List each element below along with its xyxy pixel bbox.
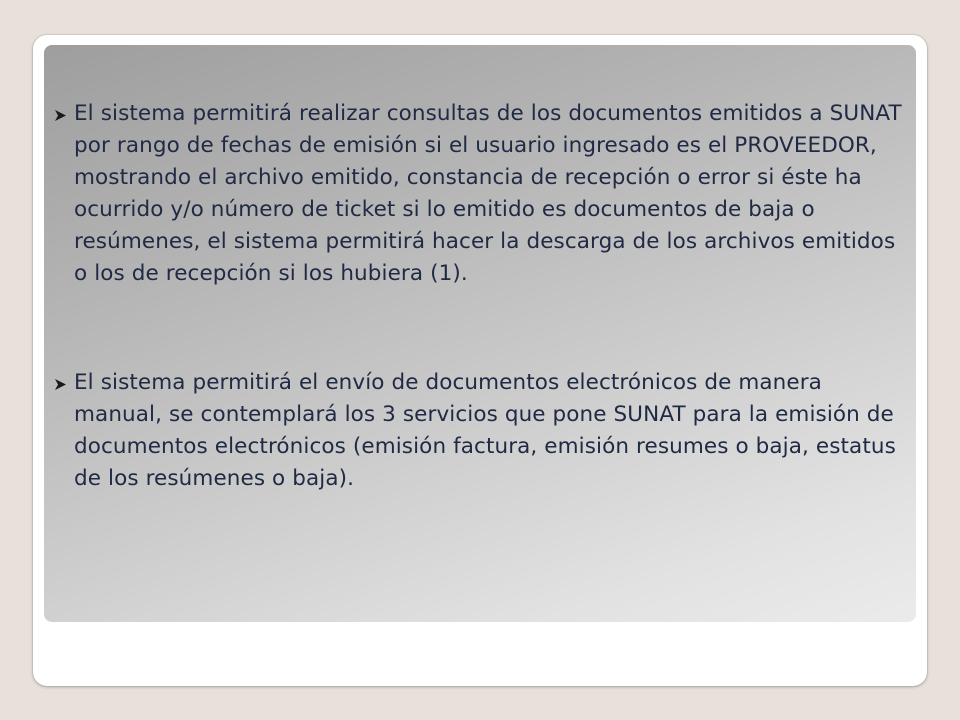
bullet-item-consultas: [74, 98, 904, 290]
arrowhead-bullet-icon: [55, 110, 66, 121]
bullet-text: El sistema permitirá realizar consultas de los documentos emitidos a SUNAT por rango de fechas de emisión si el usuario ingresado es el PROVEEDOR, mostrando el archivo emitido, constancia de recepción o error si éste ha ocurrido y/o número de ticket si lo emitido es documentos de baja o resúmenes, el sistema permitirá hacer la descarga de los archivos emitidos o los de recepción si los hubiera (1).: [74, 101, 902, 286]
bullet-item-envio: [74, 367, 904, 495]
arrowhead-bullet-icon: [55, 379, 66, 390]
bullet-text: El sistema permitirá el envío de documentos electrónicos de manera manual, se contemplará los 3 servicios que pone SUNAT para la emisión de documentos electrónicos (emisión factura, emisión resumes o baja, estatus de los resúmenes o baja).: [74, 370, 896, 491]
